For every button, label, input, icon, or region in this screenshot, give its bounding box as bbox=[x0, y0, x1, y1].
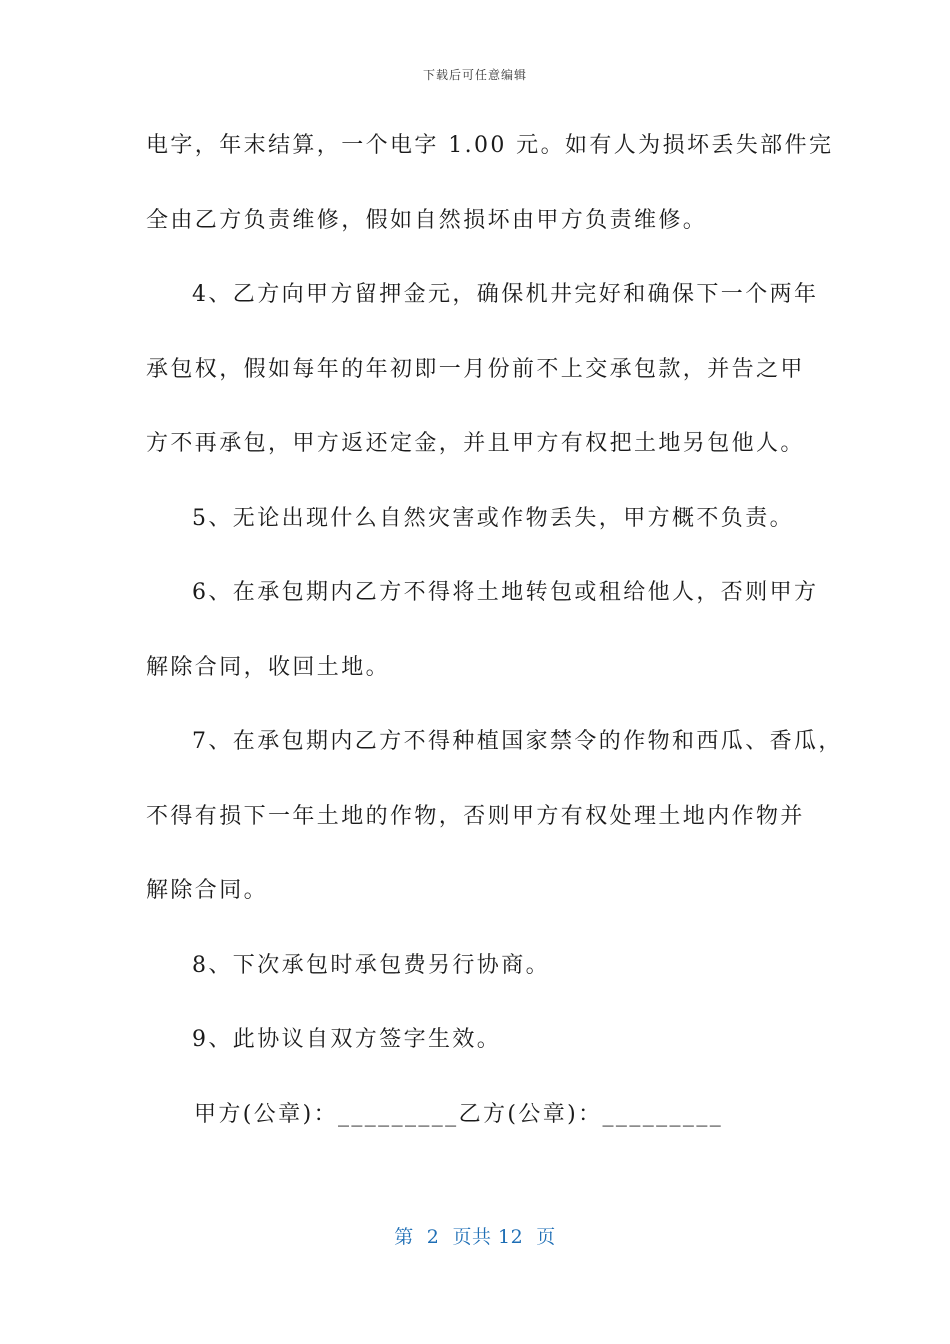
clause-4-line: 4、乙方向甲方留押金元，确保机井完好和确保下一个两年 bbox=[192, 282, 819, 307]
page-header: 下载后可任意编辑 bbox=[422, 68, 527, 82]
document-body bbox=[146, 122, 843, 1165]
paragraph-line: 电字，年末结算，一个电字 1.00 元。如有人为损坏丢失部件完 bbox=[146, 133, 834, 158]
paragraph-line: 方不再承包，甲方返还定金，并且甲方有权把土地另包他人。 bbox=[146, 431, 805, 456]
clause-8-line: 8、下次承包时承包费另行协商。 bbox=[192, 952, 550, 978]
page-number-footer: 第 2 页共 12 页 bbox=[394, 1226, 556, 1248]
signature-line: 甲方(公章)：_________乙方(公章)：_________ bbox=[194, 1101, 724, 1127]
paragraph-line: 解除合同，收回土地。 bbox=[146, 654, 391, 680]
clause-7-line: 7、在承包期内乙方不得种植国家禁令的作物和西瓜、香瓜， bbox=[192, 729, 843, 754]
clause-5-line: 5、无论出现什么自然灾害或作物丢失，甲方概不负责。 bbox=[192, 505, 794, 531]
paragraph-line: 解除合同。 bbox=[146, 878, 269, 903]
paragraph-line: 承包权，假如每年的年初即一月份前不上交承包款，并告之甲 bbox=[146, 356, 805, 382]
paragraph-line: 全由乙方负责维修，假如自然损坏由甲方负责维修。 bbox=[146, 207, 708, 233]
clause-9-line: 9、此协议自双方签字生效。 bbox=[192, 1027, 502, 1052]
paragraph-line: 不得有损下一年土地的作物，否则甲方有权处理土地内作物并 bbox=[146, 803, 805, 829]
clause-6-line: 6、在承包期内乙方不得将土地转包或租给他人，否则甲方 bbox=[192, 580, 819, 605]
